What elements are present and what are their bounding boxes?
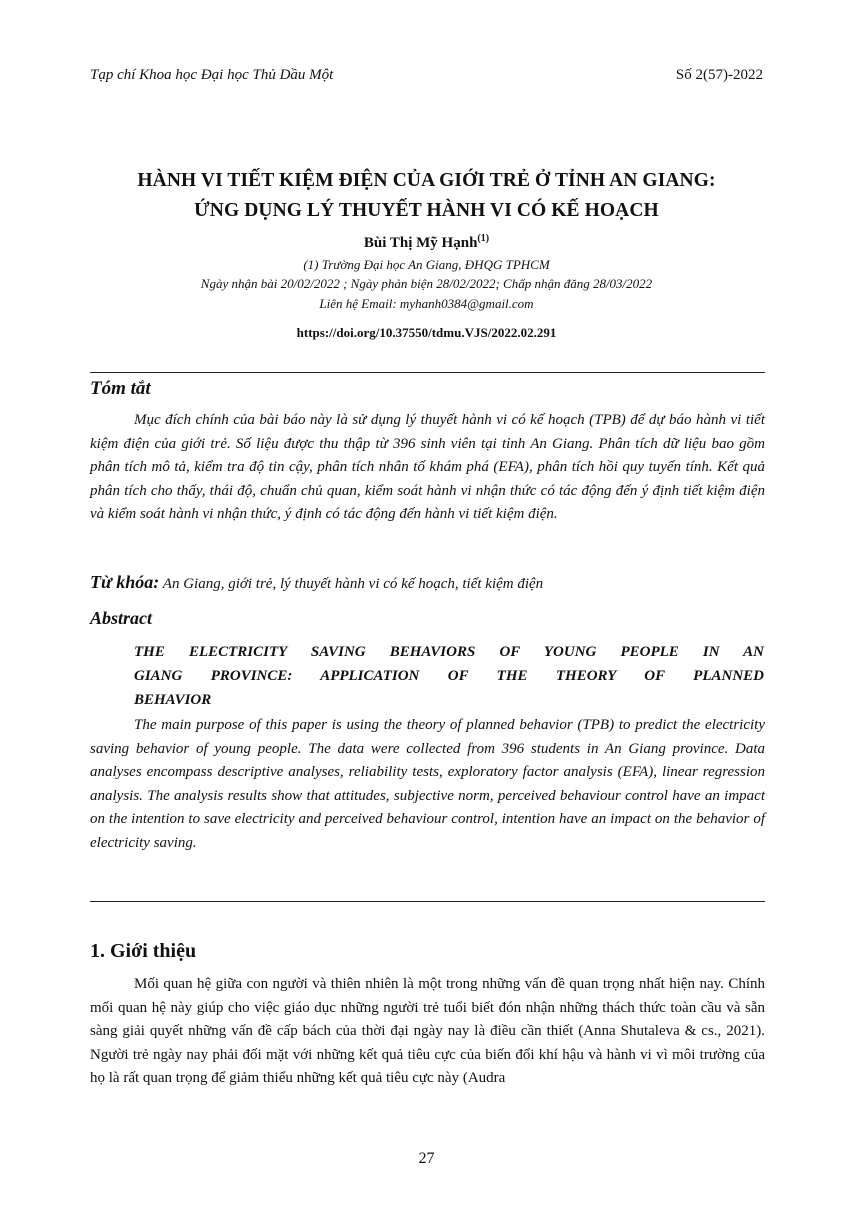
contact-email: Liên hệ Email: myhanh0384@gmail.com [319,296,534,311]
en-abstract-heading: Abstract [90,608,153,628]
doi-link[interactable]: https://doi.org/10.37550/tdmu.VJS/2022.02.291 [296,325,557,340]
en-title-line-1: THE ELECTRICITY SAVING BEHAVIORS OF YOUNG PEOPLE IN AN [134,644,764,660]
en-title-line-3: BEHAVIOR [134,692,212,708]
paper-title-line-2: ỨNG DỤNG LÝ THUYẾT HÀNH VI CÓ KẾ HOẠCH [194,200,659,221]
affiliation: (1) Trường Đại học An Giang, ĐHQG TPHCM [303,257,550,272]
vi-abstract-body [90,409,765,527]
section-heading-intro: 1. Giới thiệu [90,940,197,962]
page-number: 27 [418,1150,435,1167]
affiliation-mark: (1) [477,233,490,244]
submission-dates: Ngày nhận bài 20/02/2022 ; Ngày phản biện 28/02/2022; Chấp nhận đăng 28/03/2022 [200,276,653,291]
keywords-text: An Giang, giới trẻ, lý thuyết hành vi có kế hoạch, tiết kiệm điện [162,576,544,592]
issue-number: Số 2(57)-2022 [675,67,763,83]
en-abstract-text: The main purpose of this paper is using the theory of planned behavior (TPB) to predict the electricity saving behavior of young people. The data were collected from 396 students in An Giang province. Data analyses encompass descriptive analyses, reliability tests, exploratory factor analysis (EFA), linear regression analysis. The analysis results show that attitudes, subjective norm, perceived behaviour control have an impact on the intention to save electricity and perceived behaviour control, intention have an impact on the behavior of electricity saving. [90,717,765,851]
bottom-divider [90,901,765,902]
en-abstract-body [90,714,765,855]
top-divider [90,372,765,373]
intro-text: Mối quan hệ giữa con người và thiên nhiên là một trong những vấn đề quan trọng nhất hiện nay. Chính mối quan hệ này giúp cho việc giáo dục những người trẻ tuổi biết đón nhận những thách thức toàn cầu và sẵn sàng giải quyết những vấn đề cấp bách của thời đại ngày nay là điều cần thiết (Anna Shutaleva & cs., 2021). Người trẻ ngày nay phải đối mặt với những kết quả tiêu cực của biến đổi khí hậu và hành vi vì môi trường của họ là rất quan trọng để giảm thiểu những kết quả tiêu cực này (Audra [90,976,765,1086]
keywords-label: Từ khóa: [90,572,160,592]
author-name: Bùi Thị Mỹ Hạnh [363,235,478,251]
paper-title-line-1: HÀNH VI TIẾT KIỆM ĐIỆN CỦA GIỚI TRẺ Ở TỈNH AN GIANG: [137,170,716,191]
vi-abstract-heading: Tóm tắt [90,378,151,399]
author-line [60,233,793,252]
vi-abstract-text: Mục đích chính của bài báo này là sử dụng lý thuyết hành vi có kế hoạch (TPB) để dự báo hành vi tiết kiệm điện của giới trẻ. Số liệu được thu thập từ 396 sinh viên tại tỉnh An Giang. Phân tích dữ liệu bao gồm phân tích mô tả, kiểm tra độ tin cậy, phân tích nhân tố khám phá (EFA), phân tích hồi quy tuyến tính. Kết quả phân tích cho thấy, thái độ, chuẩn chủ quan, kiểm soát hành vi nhận thức có tác động đến ý định tiết kiệm điện và kiểm soát hành vi nhận thức, ý định có tác động đến hành vi tiết kiệm điện. [90,412,765,522]
en-title [134,640,764,712]
en-title-line-2: GIANG PROVINCE: APPLICATION OF THE THEORY OF PLANNED [134,668,764,684]
intro-body [90,973,765,1091]
journal-name: Tạp chí Khoa học Đại học Thủ Dầu Một [90,67,334,83]
keywords [90,572,543,593]
